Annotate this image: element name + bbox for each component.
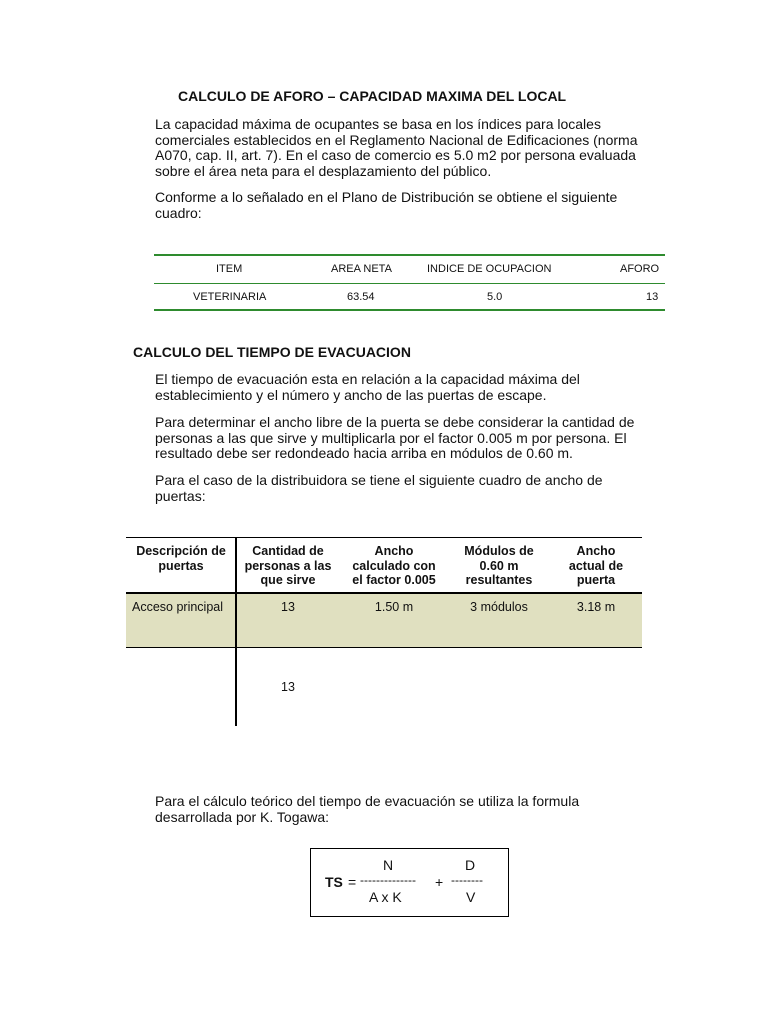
text-line: Para determinar el ancho libre de la puerta se debe considerar la cantidad de	[155, 414, 635, 430]
text-line: Conforme a lo señalado en el Plano de Distribución se obtiene el siguiente	[155, 189, 618, 205]
cell-indice: 5.0	[487, 291, 503, 303]
paragraph-togawa	[155, 794, 658, 825]
cell-ancho-calculado: 1.50 m	[374, 600, 414, 614]
text-line: comerciales establecidos en el Reglamento Nacional de Edificaciones (norma	[155, 131, 638, 148]
header-ancho-actual	[552, 544, 640, 588]
formula-box	[310, 848, 509, 917]
text-line: La capacidad máxima de ocupantes se basa en los índices para locales	[155, 116, 601, 132]
header-line: Descripción de	[136, 544, 226, 558]
text-line: A070, cap. II, art. 7). En el caso de comercio es 5.0 m2 por persona evaluada	[155, 147, 636, 163]
header-line: 0.60 m	[479, 558, 519, 573]
header-line: Ancho	[576, 544, 616, 558]
cell-item: VETERINARIA	[193, 291, 267, 303]
cell-aforo: 13	[646, 291, 659, 303]
cell-area-neta: 63.54	[347, 291, 375, 303]
text-line: puertas:	[155, 487, 206, 504]
table-row-rule	[126, 647, 642, 648]
header-ancho-calculado	[342, 544, 446, 588]
formula-equals: =	[348, 874, 357, 890]
header-descripcion	[128, 544, 234, 573]
text-line: sobre el área neta para el desplazamiento del público.	[155, 162, 492, 179]
formula-axk: A x K	[369, 889, 402, 905]
header-line: Ancho	[374, 544, 414, 558]
text-line: desarrollada por K. Togawa:	[155, 808, 330, 825]
header-line: Módulos de	[464, 544, 534, 558]
text-line: resultado debe ser redondeado hacia arriba en módulos de 0.60 m.	[155, 445, 573, 461]
cell-total-cantidad: 13	[281, 680, 295, 694]
paragraph-distribuidora	[155, 473, 658, 504]
header-line: calculado con	[352, 558, 436, 573]
table-bottom-rule	[154, 309, 665, 311]
cell-cantidad: 13	[281, 600, 295, 614]
header-line: resultantes	[465, 573, 533, 587]
formula-ts: TS	[325, 874, 343, 890]
table-header-rule	[154, 283, 665, 284]
cell-modulos: 3 módulos	[470, 600, 528, 614]
header-indice-ocupacion: INDICE DE OCUPACION	[427, 263, 552, 275]
header-line: el factor 0.005	[352, 573, 436, 587]
paragraph-tiempo-evacuacion	[155, 372, 658, 403]
header-line: puertas	[158, 558, 204, 573]
paragraph-conforme	[155, 190, 658, 221]
header-item: ITEM	[216, 263, 243, 275]
text-line: cuadro:	[155, 204, 202, 221]
header-line: Cantidad de	[252, 544, 324, 558]
table-top-rule	[126, 537, 642, 538]
paragraph-capacidad-maxima	[155, 117, 658, 179]
header-line: personas a las	[244, 558, 332, 573]
header-line: que sirve	[260, 573, 316, 587]
text-line: establecimiento y el número y ancho de las puertas de escape.	[155, 386, 547, 403]
formula-n: N	[383, 857, 394, 873]
header-modulos	[452, 544, 546, 588]
formula-d: D	[465, 857, 476, 873]
table-top-rule	[154, 254, 665, 256]
formula-plus: +	[435, 874, 444, 890]
title-calculo-aforo: CALCULO DE AFORO – CAPACIDAD MAXIMA DEL LOCAL	[178, 88, 567, 104]
cell-descripcion: Acceso principal	[132, 600, 224, 614]
paragraph-ancho-puerta	[155, 415, 658, 462]
cell-ancho-actual: 3.18 m	[576, 600, 616, 614]
header-aforo: AFORO	[620, 263, 660, 275]
text-line: Para el cálculo teórico del tiempo de evacuación se utiliza la formula	[155, 793, 580, 809]
header-cantidad	[238, 544, 338, 588]
header-line: puerta	[576, 573, 616, 587]
table-vertical-rule	[235, 537, 237, 726]
text-line: Para el caso de la distribuidora se tiene el siguiente cuadro de ancho de	[155, 472, 603, 488]
formula-dash-right: --------	[451, 873, 483, 887]
header-line: actual de	[568, 558, 624, 573]
text-line: personas a las que sirve y multiplicarla por el factor 0.005 m por persona. El	[155, 429, 627, 446]
formula-dash-left: --------------	[360, 873, 416, 887]
table-header-rule	[126, 592, 642, 594]
header-area-neta: AREA NETA	[331, 263, 392, 275]
title-tiempo-evacuacion: CALCULO DEL TIEMPO DE EVACUACION	[133, 344, 411, 360]
text-line: El tiempo de evacuación esta en relación a la capacidad máxima del	[155, 371, 580, 387]
formula-v: V	[466, 889, 476, 905]
